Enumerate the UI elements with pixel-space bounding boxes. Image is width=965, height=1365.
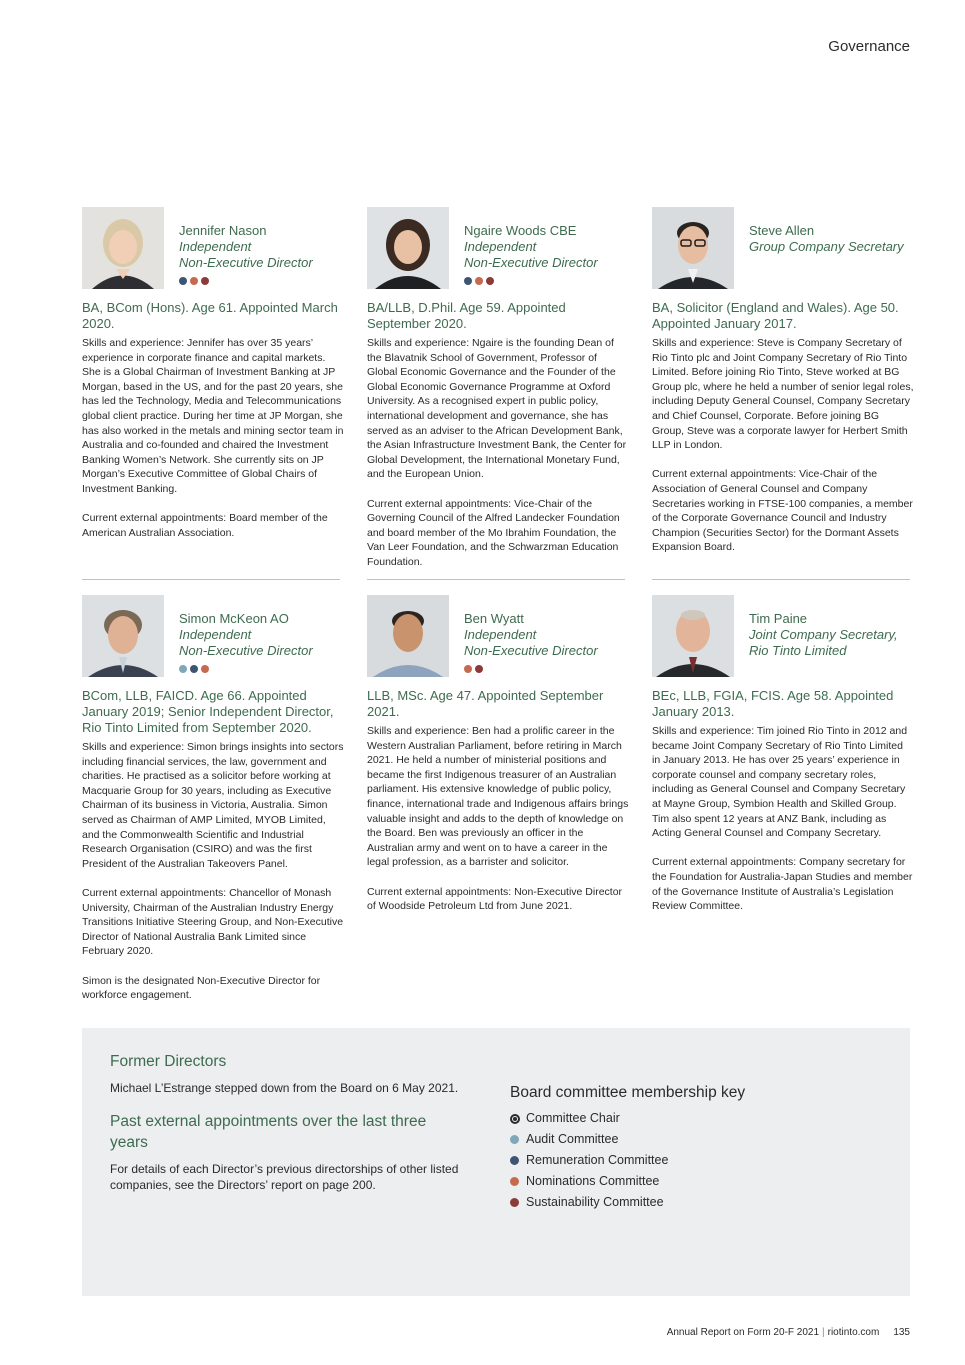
director-bio [82,740,344,1017]
director-photo [652,207,734,289]
skills-text: Jennifer has over 35 years’ experience in corporate finance and capital markets. She is a Global Chairman of Investment Banking at JP Morgan, based in the US, and for the past 20 years, she has led the Technology, Media and Telecommunications global client practice. During her time at JP Morgan, she has also worked in the metals and mining sector team in Australia and co-founded and chaired the Investment Banking Women’s Network. She currently sits on JP Morgan’s Executive Committee of Global Chairs of Investment Banking. [82,337,344,495]
director-card [652,207,912,577]
director-photo [652,595,734,677]
skills-text: Tim joined Rio Tinto in 2012 and became Joint Company Secretary of Rio Tinto Limited in January 2013. He has over 25 years’ experience in corporate counsel and company secretary roles, including as General Counsel and Company Secretary at Mayne Group, Symbion Health and Skilled Group. Tim also spent 12 years at ANZ Bank, including as Acting General Counsel and Company Secretary. [652,725,908,840]
sustainability-dot [201,277,209,285]
key-item-label: Audit Committee [526,1132,619,1146]
director-bio [367,724,629,928]
appointments-label: Current external appointments: [367,497,512,510]
director-card [652,595,912,1020]
director-photo [82,595,164,677]
director-bio [652,724,914,928]
key-item-label: Sustainability Committee [526,1195,664,1209]
director-qualifications: BA, BCom (Hons). Age 61. Appointed March 2020. [82,300,338,331]
director-card [82,207,342,577]
appointments-text: Vice-Chair of the Association of General Counsel and Company Secretaries working in FTSE-100 companies, a member of the Corporate Governance Council and Industry Champion (Securities Sector) for the Dormant Assets Expansion Board. [652,468,913,554]
appointments-text: Non-Executive Director of Woodside Petroleum Ltd from June 2021. [367,885,623,913]
director-role: Group Company Secretary [749,239,904,254]
committee-dots [179,665,349,675]
appointments-label: Current external appointments: [82,512,227,525]
key-item-label: Remuneration Committee [526,1153,669,1167]
committee-key-list [510,1108,668,1213]
skills-label: Skills and experience: [367,725,470,737]
remuneration-dot [510,1156,519,1165]
sustainability-dot [486,277,494,285]
director-name: Jennifer Nason [179,223,267,238]
key-item-chair [510,1108,668,1129]
appointments-text: Vice-Chair of the Governing Council of the Alfred Landecker Foundation and board member of the Mo Ibrahim Foundation, the Van Leer Foundation, and the Schwarzman Education Foundation. [367,497,620,568]
committee-dots [179,277,349,287]
skills-label: Skills and experience: [82,337,185,349]
footer-separator: | [822,1327,825,1338]
director-photo [82,207,164,289]
director-qualifications: LLB, MSc. Age 47. Appointed September 2021. [367,688,604,719]
director-name: Ben Wyatt [464,611,524,626]
skills-label: Skills and experience: [367,337,470,349]
sustainability-dot [510,1198,519,1207]
audit-dot [510,1135,519,1144]
nominations-dot [475,277,483,285]
skills-text: Ben had a prolific career in the Western Australian Parliament, before retiring in March 2021. He held a number of ministerial positions and became the first Indigenous treasurer of an Australian parliament. His extensive knowledge of public policy, finance, international trade and Indigenous affairs brings valuable insight and adds to the depth of knowledge on the Board. Ben was previously an officer in the Australian army and went on to have a career in the legal profession, as a barrister and solicitor. [367,725,629,869]
appointments-text: Chancellor of Monash University, Chairman of the Australian Industry Energy Transitions Initiative Steering Group, and Non-Executive Director of National Australia Bank Limited since February 2020. [82,886,344,958]
director-role: Non-Executive Director [464,643,598,658]
committee-dots [464,277,634,287]
skills-label: Skills and experience: [652,337,755,349]
director-name: Ngaire Woods CBE [464,223,577,238]
director-role: Joint Company Secretary, [749,627,898,642]
former-directors-text: Michael L’Estrange stepped down from the Board on 6 May 2021. [110,1081,459,1095]
remuneration-dot [179,277,187,285]
nominations-dot [464,665,472,673]
director-card [367,595,627,1020]
director-name: Simon McKeon AO [179,611,289,626]
remuneration-dot [464,277,472,285]
director-card [82,595,342,1020]
key-item-remuneration [510,1150,668,1171]
key-item-label: Nominations Committee [526,1174,660,1188]
section-title: Governance [828,38,910,55]
director-role: Independent [179,627,252,642]
page-number: 135 [893,1327,910,1338]
committee-key-heading: Board committee membership key [510,1084,746,1101]
nominations-dot [190,277,198,285]
skills-text: Ngaire is the founding Dean of the Blavatnik School of Government, Professor of Global Economic Governance and the Founder of the Global Economic Governance Programme at Oxford University. As a recognised expert in public policy, international development and governance, she has served as an adviser to the African Development Bank, the Asian Infrastructure Investment Bank, the Center for Global Development, the International Monetary Fund, and the European Union. [367,337,627,481]
nominations-dot [201,665,209,673]
director-role: Non-Executive Director [179,255,313,270]
key-item-nominations [510,1171,668,1192]
past-appointments-heading: Past external appointments over the last three years [110,1113,427,1151]
past-appointments-text: For details of each Director’s previous directorships of other listed companies, see the Directors’ report on page 200. [110,1162,459,1192]
director-qualifications: BA/LLB, D.Phil. Age 59. Appointed September 2020. [367,300,566,331]
director-bio [652,336,914,570]
director-photo [367,207,449,289]
divider [82,579,340,580]
director-bio [82,336,344,555]
former-directors-heading: Former Directors [110,1053,227,1070]
director-role: Independent [179,239,252,254]
skills-text: Steve is Company Secretary of Rio Tinto plc and Joint Company Secretary of Rio Tinto Limited. Before joining Rio Tinto, Steve worked at BG Group plc, where he held a number of senior legal roles, including Deputy General Counsel, Company Secretary and Chief Counsel, Corporate. Before joining BG Group, Steve was a corporate lawyer for Herbert Smith LLP in London. [652,337,914,452]
director-bio [367,336,629,584]
director-qualifications: BA, Solicitor (England and Wales). Age 50. Appointed January 2017. [652,300,899,331]
director-name: Steve Allen [749,223,815,238]
skills-label: Skills and experience: [82,741,185,753]
director-qualifications: BCom, LLB, FAICD. Age 66. Appointed January 2019; Senior Independent Director, Rio Tinto Limited from September 2020. [82,688,334,735]
appointments-text: Company secretary for the Foundation for Australia-Japan Studies and member of the Governance Institute of Australia’s Legislation Review Committee. [652,856,913,913]
director-role: Rio Tinto Limited [749,643,847,658]
director-role: Independent [464,239,537,254]
director-role: Independent [464,627,537,642]
committee-dots [464,665,634,675]
director-qualifications: BEc, LLB, FGIA, FCIS. Age 58. Appointed January 2013. [652,688,894,719]
sustainability-dot [475,665,483,673]
key-item-audit [510,1129,668,1150]
appointments-label: Current external appointments: [652,856,797,869]
divider [652,579,910,580]
skills-text: Simon brings insights into sectors including financial services, the law, government and charities. He practised as a solicitor before working at Macquarie Group for 30 years, including as Executive Chairman of its business in Victoria, Australia. Simon served as Chairman of AMP Limited, MYOB Limited, and the Commonwealth Scientific and Industrial Research Organisation (CSIRO) and was the first President of the Australian Takeovers Panel. [82,741,344,870]
report-title: Annual Report on Form 20-F 2021 [666,1327,820,1338]
page-footer [667,1327,910,1338]
appointments-label: Current external appointments: [652,468,797,481]
info-panel [82,1028,910,1296]
key-item-sustainability [510,1192,668,1213]
remuneration-dot [190,665,198,673]
director-role: Non-Executive Director [464,255,598,270]
audit-dot [179,665,187,673]
director-card [367,207,627,577]
appointments-label: Current external appointments: [82,886,227,899]
director-name: Tim Paine [749,611,808,626]
skills-label: Skills and experience: [652,725,755,737]
director-role: Non-Executive Director [179,643,313,658]
divider [367,579,625,580]
committee-chair-icon [510,1114,520,1124]
director-note: Simon is the designated Non-Executive Director for workforce engagement. [82,974,321,1002]
key-item-label: Committee Chair [526,1111,620,1125]
appointments-label: Current external appointments: [367,885,512,898]
director-photo [367,595,449,677]
appointments-text: Board member of the American Australian Association. [82,512,328,539]
nominations-dot [510,1177,519,1186]
website-link[interactable]: riotinto.com [827,1327,880,1338]
